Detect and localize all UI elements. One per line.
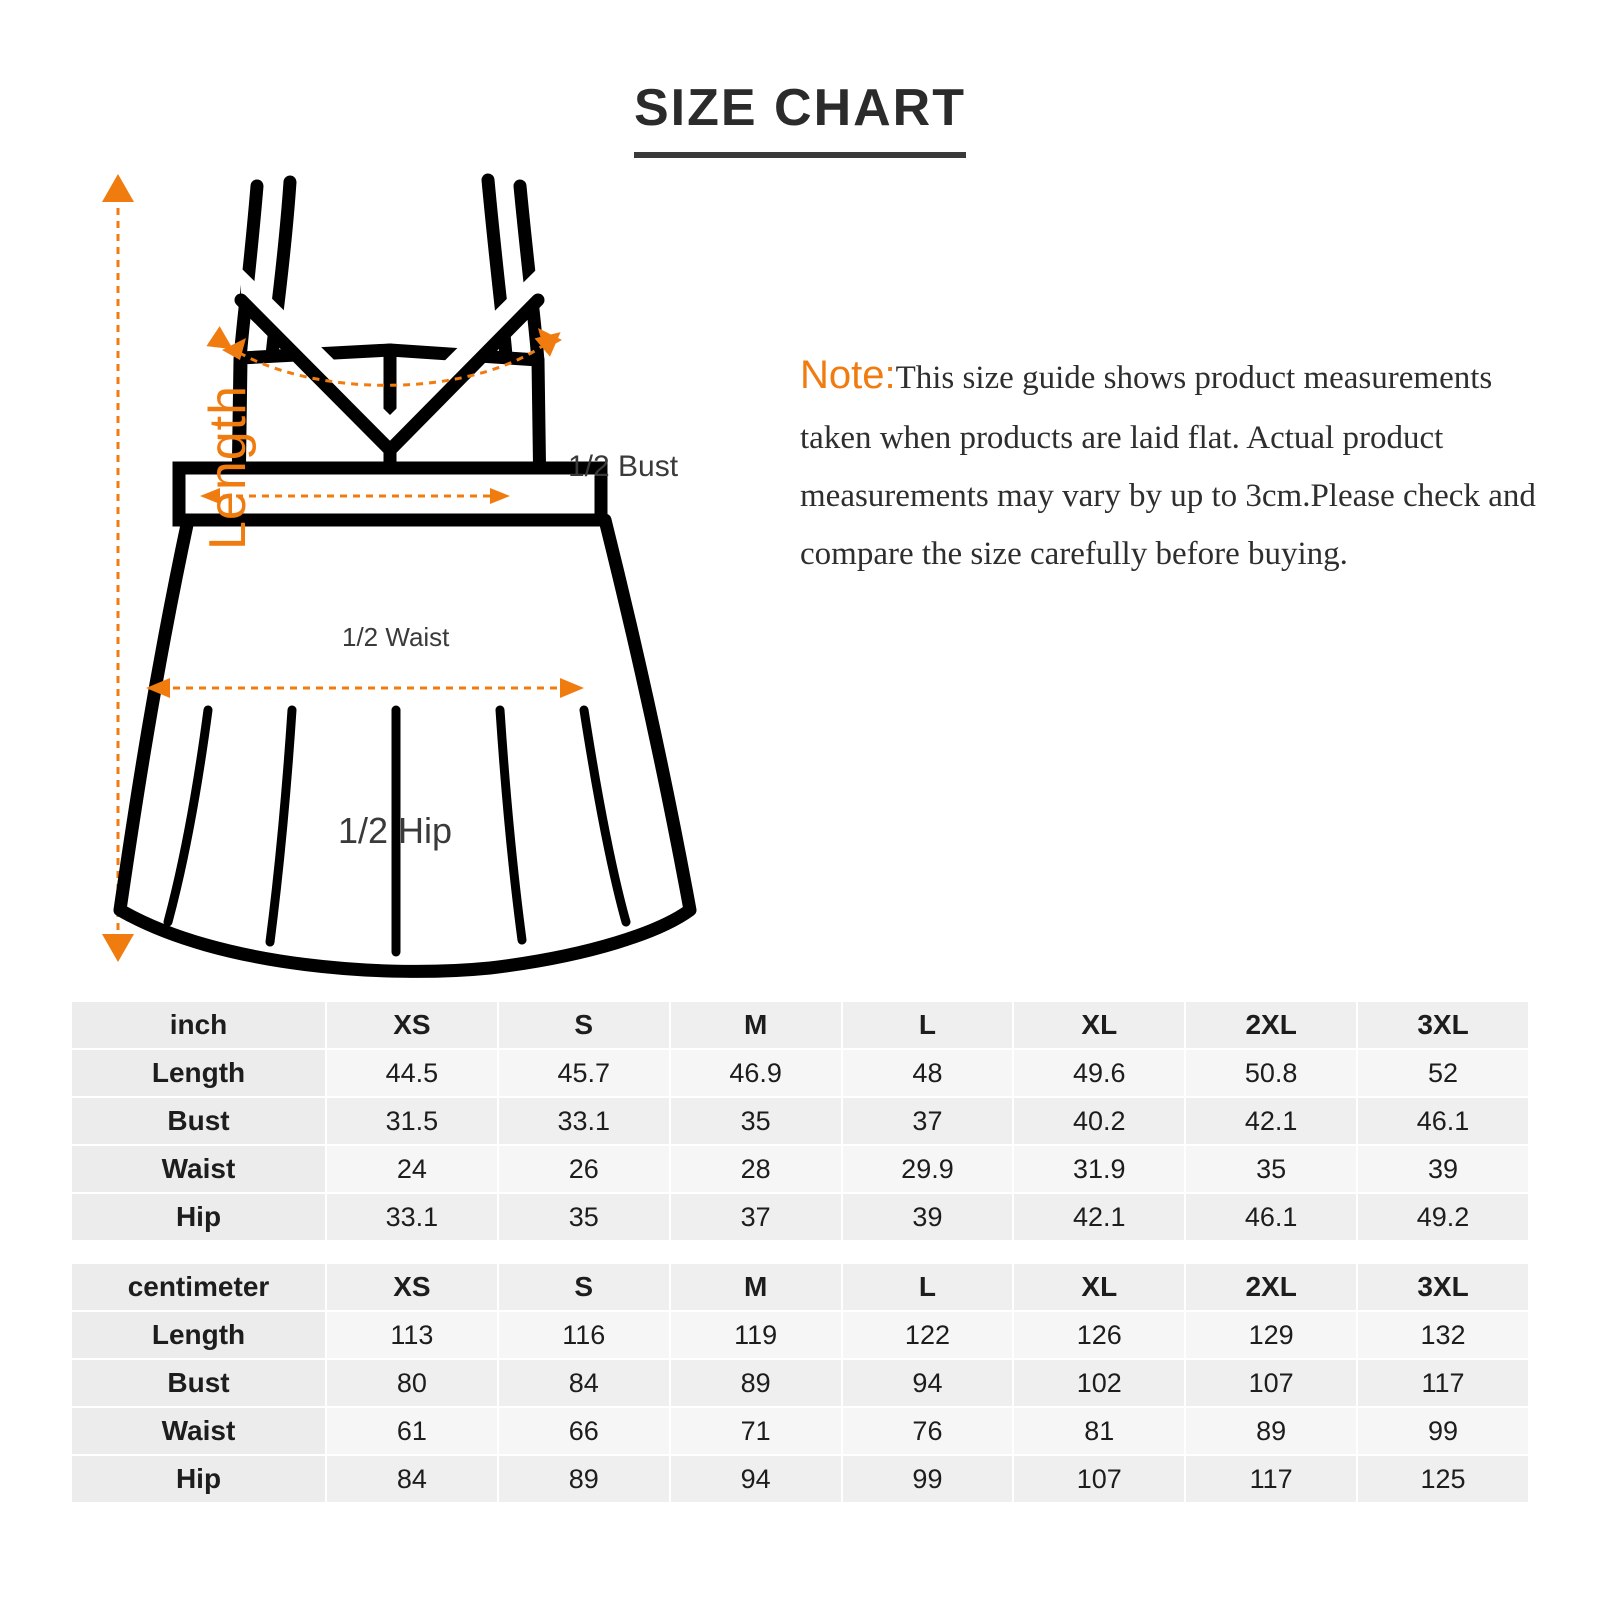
cell: 49.6 (1013, 1049, 1185, 1097)
size-col-2xl: 2XL (1185, 1001, 1357, 1049)
row-label-hip: Hip (71, 1455, 326, 1503)
cell: 117 (1185, 1455, 1357, 1503)
row-label-waist: Waist (71, 1145, 326, 1193)
cell: 42.1 (1013, 1193, 1185, 1241)
table-row (71, 1455, 1529, 1503)
cm-table-block (70, 1262, 1530, 1504)
cell: 31.5 (326, 1097, 498, 1145)
cell: 26 (498, 1145, 670, 1193)
dress-diagram-svg (60, 150, 780, 990)
cell: 113 (326, 1311, 498, 1359)
cell: 37 (670, 1193, 842, 1241)
length-arrow-head-top (102, 174, 134, 202)
cell: 71 (670, 1407, 842, 1455)
cell: 80 (326, 1359, 498, 1407)
cm-size-table (70, 1262, 1530, 1504)
cell: 37 (842, 1097, 1014, 1145)
length-label: Length (199, 384, 257, 550)
cell: 102 (1013, 1359, 1185, 1407)
table-row (71, 1193, 1529, 1241)
size-col-3xl: 3XL (1357, 1263, 1529, 1311)
unit-label: centimeter (71, 1263, 326, 1311)
cell: 61 (326, 1407, 498, 1455)
cell: 99 (1357, 1407, 1529, 1455)
cell: 89 (670, 1359, 842, 1407)
row-label-hip: Hip (71, 1193, 326, 1241)
cell: 29.9 (842, 1145, 1014, 1193)
cell: 89 (498, 1455, 670, 1503)
cell: 45.7 (498, 1049, 670, 1097)
cell: 117 (1357, 1359, 1529, 1407)
cell: 50.8 (1185, 1049, 1357, 1097)
table-row (71, 1311, 1529, 1359)
cell: 125 (1357, 1455, 1529, 1503)
size-col-s: S (498, 1001, 670, 1049)
size-col-m: M (670, 1001, 842, 1049)
cell: 33.1 (498, 1097, 670, 1145)
cell: 132 (1357, 1311, 1529, 1359)
cell: 48 (842, 1049, 1014, 1097)
cell: 44.5 (326, 1049, 498, 1097)
cell: 39 (1357, 1145, 1529, 1193)
cell: 99 (842, 1455, 1014, 1503)
cell: 24 (326, 1145, 498, 1193)
inch-size-table (70, 1000, 1530, 1242)
cell: 116 (498, 1311, 670, 1359)
table-row (71, 1145, 1529, 1193)
cell: 94 (670, 1455, 842, 1503)
cell: 49.2 (1357, 1193, 1529, 1241)
table-row (71, 1097, 1529, 1145)
cell: 39 (842, 1193, 1014, 1241)
page-title: SIZE CHART (634, 78, 966, 158)
size-col-xs: XS (326, 1263, 498, 1311)
note-block (800, 340, 1540, 583)
table-header-row (71, 1263, 1529, 1311)
size-col-xs: XS (326, 1001, 498, 1049)
note-text: This size guide shows product measurements taken when products are laid flat. Actual product measurements may vary by up to 3cm.Please check and compare the size carefully before buying. (800, 360, 1536, 572)
cell: 129 (1185, 1311, 1357, 1359)
cell: 81 (1013, 1407, 1185, 1455)
cell: 46.1 (1357, 1097, 1529, 1145)
cell: 84 (498, 1359, 670, 1407)
cell: 119 (670, 1311, 842, 1359)
table-row (71, 1407, 1529, 1455)
size-col-l: L (842, 1263, 1014, 1311)
cell: 40.2 (1013, 1097, 1185, 1145)
inch-table-block (70, 1000, 1530, 1242)
cell: 66 (498, 1407, 670, 1455)
cell: 35 (498, 1193, 670, 1241)
note-heading: Note: (800, 353, 896, 397)
cell: 107 (1185, 1359, 1357, 1407)
length-arrow-head-bottom (102, 934, 134, 962)
cell: 46.9 (670, 1049, 842, 1097)
row-label-length: Length (71, 1049, 326, 1097)
cell: 52 (1357, 1049, 1529, 1097)
size-col-m: M (670, 1263, 842, 1311)
size-col-2xl: 2XL (1185, 1263, 1357, 1311)
page-title-wrap (0, 78, 1600, 158)
bust-label: 1/2 Bust (568, 450, 679, 483)
cell: 126 (1013, 1311, 1185, 1359)
cell: 46.1 (1185, 1193, 1357, 1241)
row-label-waist: Waist (71, 1407, 326, 1455)
cell: 35 (1185, 1145, 1357, 1193)
cell: 42.1 (1185, 1097, 1357, 1145)
cell: 107 (1013, 1455, 1185, 1503)
cell: 28 (670, 1145, 842, 1193)
unit-label: inch (71, 1001, 326, 1049)
size-col-s: S (498, 1263, 670, 1311)
size-col-l: L (842, 1001, 1014, 1049)
row-label-length: Length (71, 1311, 326, 1359)
size-col-xl: XL (1013, 1001, 1185, 1049)
cell: 84 (326, 1455, 498, 1503)
table-row (71, 1049, 1529, 1097)
cell: 94 (842, 1359, 1014, 1407)
cell: 76 (842, 1407, 1014, 1455)
table-row (71, 1359, 1529, 1407)
cell: 35 (670, 1097, 842, 1145)
size-col-3xl: 3XL (1357, 1001, 1529, 1049)
cell: 33.1 (326, 1193, 498, 1241)
waist-label: 1/2 Waist (342, 622, 450, 652)
hip-label: 1/2 Hip (338, 810, 453, 851)
row-label-bust: Bust (71, 1359, 326, 1407)
cell: 89 (1185, 1407, 1357, 1455)
table-header-row (71, 1001, 1529, 1049)
cell: 122 (842, 1311, 1014, 1359)
cell: 31.9 (1013, 1145, 1185, 1193)
size-col-xl: XL (1013, 1263, 1185, 1311)
row-label-bust: Bust (71, 1097, 326, 1145)
dress-illustration (60, 150, 780, 990)
